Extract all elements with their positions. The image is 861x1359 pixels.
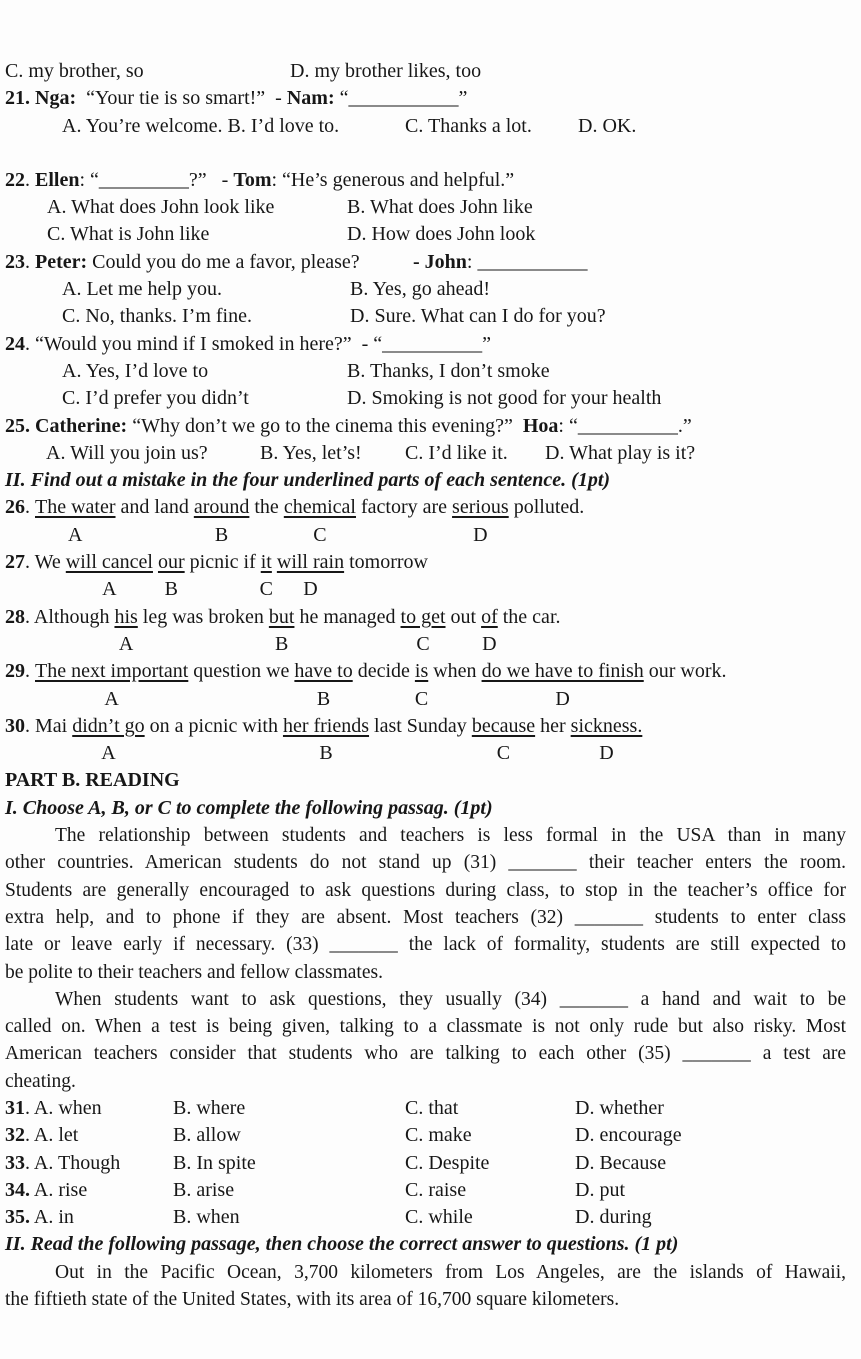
q23	[0, 249, 861, 276]
q22-options-cd	[0, 221, 861, 248]
q26-letter-row	[0, 522, 861, 549]
text-run: the	[249, 496, 284, 519]
line-segment	[290, 58, 481, 85]
text-run: 29	[5, 660, 25, 683]
line-segment	[46, 440, 208, 467]
text-run: 28	[5, 605, 25, 628]
line-segment	[405, 1095, 458, 1122]
text-run: 23	[5, 250, 25, 273]
line-segment	[405, 440, 508, 467]
text-run: A. Let me help you.	[62, 278, 222, 301]
text-run: late or leave early if necessary. (33) _______ the lack of formality, students are still expected to	[5, 934, 846, 956]
text-run: Peter:	[35, 250, 88, 273]
text-run: . A. Though	[25, 1151, 121, 1174]
answer-letter-b: B	[316, 687, 331, 710]
answer-letter-d: D	[555, 687, 570, 710]
answer-letter-c: C	[414, 687, 429, 710]
text-run: B. allow	[173, 1124, 241, 1147]
text-run: 24	[5, 332, 25, 355]
line-segment	[575, 1177, 625, 1204]
passage1-line5	[5, 931, 846, 958]
q21-options	[0, 113, 861, 140]
text-run: C. raise	[405, 1178, 467, 1201]
line-segment	[578, 113, 636, 140]
text-run: A. What does John look like	[47, 196, 275, 219]
line-segment	[173, 1095, 245, 1122]
text-run: 31	[5, 1096, 25, 1119]
answer-letter-b: B	[164, 578, 178, 601]
text-run: C. No, thanks. I’m fine.	[62, 305, 252, 328]
passage2-line1	[5, 986, 846, 1013]
line-segment	[5, 549, 428, 601]
q22	[0, 167, 861, 194]
underlined-part: around B	[194, 494, 250, 521]
text-run: Could you do me a favor, please?	[87, 250, 360, 273]
line-segment	[62, 303, 252, 330]
text-run: picnic if	[184, 551, 261, 574]
text-run: 34.	[5, 1178, 30, 1201]
line-segment	[405, 1177, 466, 1204]
line-segment	[5, 494, 585, 546]
underlined-part: because C	[472, 713, 535, 740]
answer-letter-a: A	[102, 578, 117, 601]
q32	[0, 1122, 861, 1149]
passage3-line1	[5, 1259, 846, 1286]
text-run: B. arise	[173, 1178, 235, 1201]
underlined-part: will rain D	[277, 549, 344, 576]
line-segment	[5, 767, 180, 794]
passage2-line3	[5, 1040, 846, 1067]
line-segment	[347, 385, 661, 412]
line-segment	[47, 221, 209, 248]
line-segment	[62, 276, 222, 303]
text-run: . “Would you mind if I smoked in here?” - “__________”	[25, 332, 492, 355]
answer-letter-a: A	[101, 742, 116, 765]
q30-letter-row	[0, 740, 861, 767]
text-run: .	[25, 660, 35, 683]
text-run: II. Find out a mistake in the four underlined parts of each sentence. (1pt)	[5, 469, 611, 492]
text-run: “Your tie is so smart!” -	[76, 87, 287, 110]
q25	[0, 413, 861, 440]
text-run: B. In spite	[173, 1151, 256, 1174]
line-segment	[5, 1231, 678, 1258]
text-run: . We	[25, 551, 66, 574]
text-run: 27	[5, 551, 25, 574]
line-segment	[350, 276, 490, 303]
line-segment	[575, 1095, 664, 1122]
underlined-part: The next important A	[35, 658, 188, 685]
passage1-line3	[5, 877, 846, 904]
q30	[0, 713, 861, 765]
line-segment	[405, 1122, 472, 1149]
line-segment	[5, 167, 514, 194]
text-run: Nam:	[286, 87, 335, 110]
q27	[0, 549, 861, 601]
line-segment	[5, 413, 692, 440]
text-run: A. in	[30, 1206, 74, 1229]
text-run: PART B. READING	[5, 769, 180, 792]
text-run: B. Thanks, I don’t smoke	[347, 359, 550, 382]
line-segment	[5, 58, 144, 85]
text-run: 25.	[5, 414, 30, 437]
line-segment	[62, 113, 339, 140]
text-run: D. Because	[575, 1151, 667, 1174]
text-run: out	[445, 605, 482, 628]
text-run: other countries. American students do not stand up (31) _______ their teacher enters the room.	[5, 852, 846, 874]
text-run: C. make	[405, 1124, 472, 1147]
q29	[0, 658, 861, 710]
q23-options-ab	[0, 276, 861, 303]
text-run: B. where	[173, 1096, 246, 1119]
text-run: 35.	[5, 1206, 30, 1229]
line-segment	[260, 440, 362, 467]
underlined-part: serious D	[452, 494, 509, 521]
text-run: Nga:	[35, 87, 77, 110]
line-segment	[5, 1204, 74, 1231]
text-run: 32	[5, 1124, 25, 1147]
answer-letter-b: B	[319, 742, 333, 765]
text-run: . A. let	[25, 1124, 79, 1147]
q34	[0, 1177, 861, 1204]
text-run: B. Yes, let’s!	[260, 441, 362, 464]
text-run: D. Smoking is not good for your health	[347, 387, 662, 410]
text-run: American teachers consider that students who are talking to each other (35) _______ a test are	[5, 1043, 846, 1065]
line-segment	[575, 1204, 652, 1231]
text-run: B. What does John like	[347, 196, 533, 219]
text-run: D. Sure. What can I do for you?	[350, 305, 606, 328]
answer-letter-c: C	[259, 578, 273, 601]
text-run: B. Yes, go ahead!	[350, 278, 490, 301]
passage3-line2	[5, 1286, 846, 1313]
text-run: D. put	[575, 1178, 625, 1201]
text-run: when	[428, 660, 482, 683]
passage1-line4	[5, 904, 846, 931]
line-segment	[575, 1122, 682, 1149]
answer-letter-a: A	[68, 523, 83, 546]
text-run: A. You’re welcome. B. I’d love to.	[62, 114, 340, 137]
text-run: question we	[188, 660, 295, 683]
line-segment	[405, 1150, 489, 1177]
text-run: on a picnic with	[144, 714, 283, 737]
line-segment	[413, 249, 587, 276]
text-run: I. Choose A, B, or C to complete the following passag. (1pt)	[5, 796, 493, 819]
text-run: D. encourage	[575, 1124, 682, 1147]
passage1-line2	[5, 849, 846, 876]
q35	[0, 1204, 861, 1231]
passage2-line4	[5, 1068, 846, 1095]
text-run: leg was broken	[137, 605, 269, 628]
text-run: polluted.	[508, 496, 585, 519]
underlined-part: didn’t go A	[72, 713, 144, 740]
text-run: C. while	[405, 1206, 473, 1229]
text-run: D. whether	[575, 1096, 664, 1119]
q28	[0, 604, 861, 655]
line-segment	[5, 1122, 78, 1149]
text-run: D. during	[575, 1206, 652, 1229]
text-run: “___________”	[334, 87, 468, 110]
underlined-part: her friends B	[283, 713, 369, 740]
answer-letter-c: C	[496, 742, 511, 765]
q27-letter-row	[0, 576, 861, 603]
underlined-part: to get C	[401, 604, 446, 631]
line-segment	[5, 467, 610, 494]
text-run: Ellen	[35, 168, 80, 191]
line-segment	[5, 713, 643, 765]
q24-options-cd	[0, 385, 861, 412]
passage2-line2	[5, 1013, 846, 1040]
text-run: 26	[5, 496, 25, 519]
text-run: 22	[5, 168, 25, 191]
q20-options-cd	[0, 58, 861, 85]
underlined-part: our B	[158, 549, 185, 576]
line-segment	[5, 1177, 87, 1204]
q31	[0, 1095, 861, 1122]
text-run: our work.	[643, 660, 727, 683]
text-run: C. my brother, so	[5, 60, 144, 82]
q21	[0, 85, 861, 112]
answer-letter-a: A	[118, 632, 134, 655]
underlined-part: chemical C	[284, 494, 356, 521]
text-run: A. rise	[30, 1178, 88, 1201]
line-segment	[5, 604, 561, 655]
text-run: .	[25, 496, 35, 519]
text-run: Tom	[233, 168, 272, 191]
line-segment	[5, 1150, 120, 1177]
text-run: Students are generally encouraged to ask questions during class, to stop in the teacher’s office for	[5, 879, 846, 901]
line-segment	[173, 1150, 256, 1177]
text-run: her	[535, 714, 571, 737]
text-run: decide	[352, 660, 415, 683]
text-run: and land	[115, 496, 194, 519]
text-run: Out in the Pacific Ocean, 3,700 kilometers from Los Angeles, are the islands of Hawaii,	[55, 1261, 846, 1283]
q25-options	[0, 440, 861, 467]
text-run: D. How does John look	[347, 223, 536, 246]
passage1-line6	[5, 959, 846, 986]
line-segment	[5, 1095, 102, 1122]
text-run: C. I’d prefer you didn’t	[62, 387, 249, 410]
underlined-part: sickness. D	[571, 713, 643, 740]
answer-letter-d: D	[482, 632, 497, 655]
passage1-line1	[5, 822, 846, 849]
answer-letter-c: C	[416, 632, 430, 655]
text-run: : “_________?” -	[79, 168, 234, 191]
text-run: 30	[5, 714, 25, 737]
underlined-part: is C	[415, 658, 428, 685]
q26	[0, 494, 861, 546]
underlined-part: it C	[261, 549, 272, 576]
line-segment	[405, 1204, 473, 1231]
line-segment	[173, 1122, 241, 1149]
text-run: B. when	[173, 1206, 240, 1229]
underlined-part: of D	[481, 604, 498, 631]
text-run: C. I’d like it.	[405, 441, 508, 464]
underlined-part: but B	[269, 604, 295, 631]
q24	[0, 331, 861, 358]
line-segment	[5, 249, 360, 276]
q29-letter-row	[0, 686, 861, 713]
q33	[0, 1150, 861, 1177]
line-segment	[5, 331, 491, 358]
text-run: called on. When a test is being given, talking to a classmate is not only rude but also risky. Most	[5, 1016, 846, 1038]
line-segment	[5, 658, 727, 710]
text-run: When students want to ask questions, they usually (34) _______ a hand and wait to be	[55, 988, 846, 1010]
q24-options-ab	[0, 358, 861, 385]
spacer	[0, 140, 861, 167]
reading-1-heading	[0, 795, 861, 822]
line-segment	[545, 440, 695, 467]
text-run: A. Will you join us?	[46, 441, 208, 464]
text-run: : ___________	[466, 250, 588, 273]
answer-letter-c: C	[313, 523, 327, 546]
text-run: . Although	[25, 605, 115, 628]
text-run: . A. when	[25, 1096, 102, 1119]
text-run: C. Thanks a lot.	[405, 114, 532, 137]
underlined-part: The water A	[35, 494, 116, 521]
line-segment	[575, 1150, 666, 1177]
text-run: the car.	[497, 605, 561, 628]
answer-letter-b: B	[214, 523, 229, 546]
text-run: he managed	[294, 605, 401, 628]
text-run: be polite to their teachers and fellow classmates.	[5, 961, 383, 983]
underlined-part: do we have to finish D	[482, 658, 644, 685]
line-segment	[173, 1204, 240, 1231]
text-run: C. What is John like	[47, 223, 210, 246]
line-segment	[173, 1177, 234, 1204]
underlined-part: will cancel A	[66, 549, 153, 576]
text-run: D. OK.	[578, 114, 637, 137]
text-run: .	[25, 250, 35, 273]
text-run: D. What play is it?	[545, 441, 696, 464]
line-segment	[5, 795, 493, 822]
answer-letter-d: D	[473, 523, 488, 546]
q23-options-cd	[0, 303, 861, 330]
answer-letter-b: B	[274, 632, 289, 655]
text-run: : “He’s generous and helpful.”	[271, 168, 515, 191]
line-segment	[405, 113, 532, 140]
underlined-part: his A	[114, 604, 137, 631]
answer-letter-a: A	[104, 687, 119, 710]
text-run: “Why don’t we go to the cinema this evening?”	[127, 414, 523, 437]
line-segment	[5, 85, 467, 112]
text-run: - John	[413, 250, 467, 273]
text-run: : “__________.”	[558, 414, 692, 437]
line-segment	[347, 194, 533, 221]
q22-options-ab	[0, 194, 861, 221]
text-run: cheating.	[5, 1070, 76, 1092]
line-segment	[47, 194, 274, 221]
text-run: the fiftieth state of the United States, with its area of 16,700 square kilometers.	[5, 1289, 620, 1311]
line-segment	[347, 358, 550, 385]
part-b-heading	[0, 767, 861, 794]
text-run: Catherine:	[35, 414, 128, 437]
text-run: factory are	[356, 496, 453, 519]
underlined-part: have to B	[294, 658, 352, 685]
text-run: Hoa	[522, 414, 559, 437]
text-run: .	[25, 168, 35, 191]
line-segment	[347, 221, 535, 248]
text-run: A. Yes, I’d love to	[62, 359, 209, 382]
line-segment	[62, 385, 249, 412]
text-run: C. that	[405, 1096, 459, 1119]
reading-2-heading	[0, 1231, 861, 1258]
text-run: The relationship between students and teachers is less formal in the USA than in many	[55, 825, 846, 847]
text-run: extra help, and to phone if they are absent. Most teachers (32) _______ students to enter class	[5, 906, 846, 928]
text-run: II. Read the following passage, then choose the correct answer to questions. (1 pt)	[5, 1233, 679, 1256]
text-run: 33	[5, 1151, 25, 1174]
answer-letter-d: D	[303, 578, 318, 601]
text-run: 21.	[5, 87, 30, 110]
line-segment	[350, 303, 606, 330]
text-run: last Sunday	[369, 714, 472, 737]
text-run: . Mai	[25, 714, 73, 737]
answer-letter-d: D	[599, 742, 614, 765]
section-mistake-heading	[0, 467, 861, 494]
text-run: tomorrow	[344, 551, 428, 574]
text-run: D. my brother likes, too	[290, 60, 482, 82]
text-run: C. Despite	[405, 1151, 490, 1174]
line-segment	[62, 358, 208, 385]
